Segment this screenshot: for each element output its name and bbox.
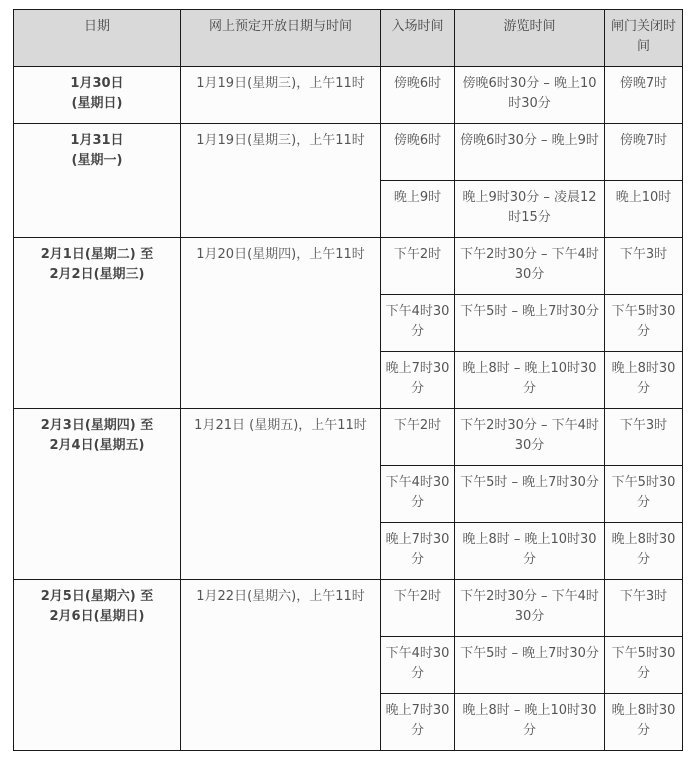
schedule-table [13, 9, 683, 751]
close-cell: 下午5时30分 [605, 295, 683, 352]
date-cell [14, 124, 181, 238]
date-line-2: (星期一) [71, 153, 123, 168]
table-row [14, 409, 683, 466]
entry-cell: 下午4时30分 [381, 637, 455, 694]
close-cell: 下午3时 [605, 238, 683, 295]
date-line-2: (星期日) [71, 96, 123, 111]
visit-cell: 晚上8时 – 晚上10时30分 [455, 352, 605, 409]
booking-cell: 1月19日(星期三)，上午11时 [181, 67, 381, 124]
date-line-1: 1月30日 [70, 76, 124, 91]
close-cell: 晚上8时30分 [605, 352, 683, 409]
table-row [14, 238, 683, 295]
entry-cell: 傍晚6时 [381, 124, 455, 181]
entry-cell: 晚上7时30分 [381, 523, 455, 580]
table-row [14, 580, 683, 637]
close-cell: 下午3时 [605, 409, 683, 466]
header-row [14, 10, 683, 67]
date-line-1: 1月31日 [70, 133, 124, 148]
header-visit: 游览时间 [455, 10, 605, 67]
close-cell: 晚上8时30分 [605, 523, 683, 580]
date-line-1: 2月1日(星期二) 至 [40, 247, 154, 262]
header-entry: 入场时间 [381, 10, 455, 67]
close-cell: 晚上8时30分 [605, 694, 683, 751]
date-cell [14, 67, 181, 124]
booking-cell: 1月22日(星期六)，上午11时 [181, 580, 381, 751]
entry-cell: 晚上7时30分 [381, 352, 455, 409]
booking-cell: 1月19日(星期三)，上午11时 [181, 124, 381, 238]
booking-cell: 1月21日 (星期五)，上午11时 [181, 409, 381, 580]
entry-cell: 下午2时 [381, 580, 455, 637]
visit-cell: 下午2时30分 – 下午4时30分 [455, 580, 605, 637]
entry-cell: 傍晚6时 [381, 67, 455, 124]
visit-cell: 下午5时 – 晚上7时30分 [455, 466, 605, 523]
close-cell: 傍晚7时 [605, 124, 683, 181]
date-cell [14, 409, 181, 580]
close-cell: 晚上10时 [605, 181, 683, 238]
table-row [14, 124, 683, 181]
header-close: 闸门关闭时间 [605, 10, 683, 67]
entry-cell: 晚上7时30分 [381, 694, 455, 751]
visit-cell: 晚上8时 – 晚上10时30分 [455, 523, 605, 580]
date-line-1: 2月3日(星期四) 至 [40, 418, 154, 433]
close-cell: 下午5时30分 [605, 466, 683, 523]
entry-cell: 下午2时 [381, 238, 455, 295]
visit-cell: 下午5时 – 晚上7时30分 [455, 295, 605, 352]
visit-cell: 晚上9时30分 – 凌晨12时15分 [455, 181, 605, 238]
date-cell [14, 238, 181, 409]
close-cell: 傍晚7时 [605, 67, 683, 124]
entry-cell: 下午2时 [381, 409, 455, 466]
close-cell: 下午5时30分 [605, 637, 683, 694]
date-line-2: 2月2日(星期三) [49, 267, 145, 282]
date-cell [14, 580, 181, 751]
visit-cell: 下午2时30分 – 下午4时30分 [455, 238, 605, 295]
visit-cell: 下午2时30分 – 下午4时30分 [455, 409, 605, 466]
close-cell: 下午3时 [605, 580, 683, 637]
date-line-1: 2月5日(星期六) 至 [40, 589, 154, 604]
table-row [14, 67, 683, 124]
visit-cell: 傍晚6时30分 – 晚上10时30分 [455, 67, 605, 124]
visit-cell: 傍晚6时30分 – 晚上9时 [455, 124, 605, 181]
visit-cell: 晚上8时 – 晚上10时30分 [455, 694, 605, 751]
date-line-2: 2月6日(星期日) [49, 609, 145, 624]
visit-cell: 下午5时 – 晚上7时30分 [455, 637, 605, 694]
header-booking: 网上预定开放日期与时间 [181, 10, 381, 67]
entry-cell: 下午4时30分 [381, 466, 455, 523]
entry-cell: 下午4时30分 [381, 295, 455, 352]
entry-cell: 晚上9时 [381, 181, 455, 238]
date-line-2: 2月4日(星期五) [49, 438, 145, 453]
header-date: 日期 [14, 10, 181, 67]
booking-cell: 1月20日(星期四)，上午11时 [181, 238, 381, 409]
